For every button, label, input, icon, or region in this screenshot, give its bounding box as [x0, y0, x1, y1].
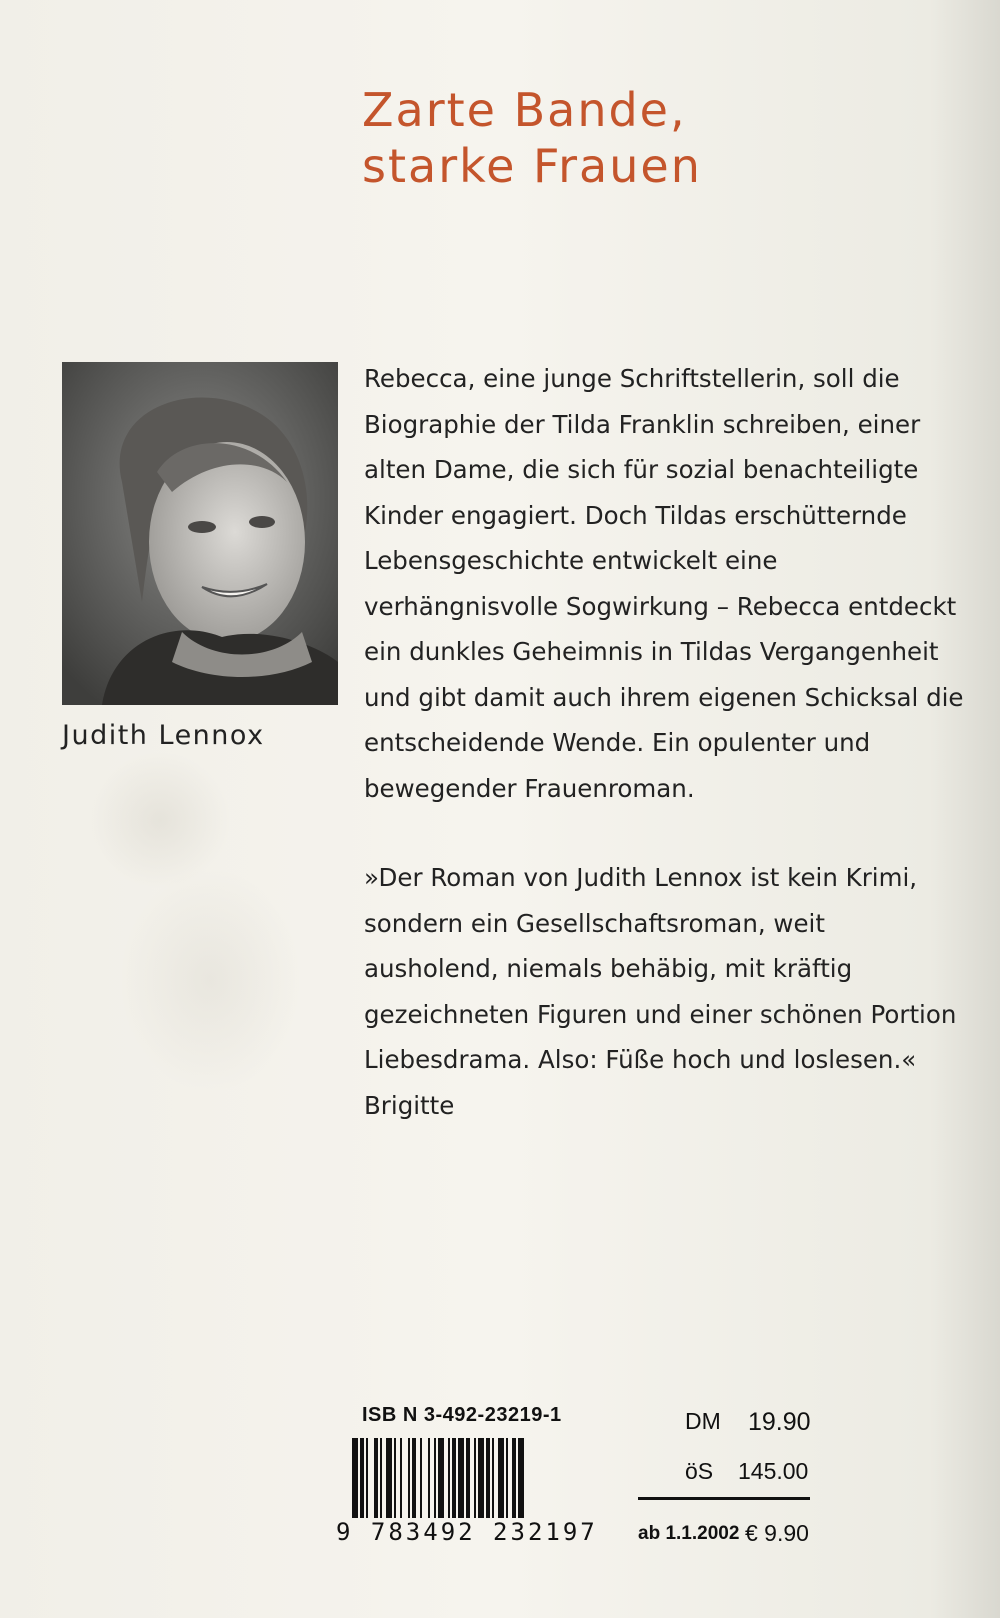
price-euro-value: € 9.90 — [745, 1520, 809, 1546]
headline-line-2: starke Frauen — [362, 139, 702, 193]
price-divider — [638, 1497, 810, 1500]
book-blurb: Rebecca, eine junge Schriftstellerin, soll die Biographie der Tilda Franklin schreiben, einer alten Dame, die sich für sozial benachteiligte Kinder engagiert. Doch Tildas erschütternde Lebensgeschichte entwickelt eine verhängnisvolle Sogwirkung – Rebecca entdeckt ein dunkles Geheimnis in Tildas Vergangenheit und gibt damit auch ihrem eigenen Schicksal die entscheidende Wende. Ein opulenter und bewegender Frauenroman. — [364, 364, 964, 803]
barcode — [350, 1438, 610, 1520]
price-os-value: 145.00 — [738, 1458, 809, 1484]
press-quote-text: »Der Roman von Judith Lennox ist kein Krimi, sondern ein Gesellschaftsroman, weit ausholend, niemals behäbig, mit kräftig gezeichneten Figuren und einer schönen Portion Liebesdrama. Also: Füße hoch und loslesen.« — [364, 863, 957, 1074]
barcode-digits: 9 783492 232197 — [336, 1518, 598, 1546]
price-os-label: öS — [685, 1458, 714, 1484]
headline-line-1: Zarte Bande, — [362, 83, 687, 137]
author-photo — [62, 362, 338, 705]
isbn-label: ISB N 3-492-23219-1 — [362, 1404, 562, 1426]
price-euro-label: ab 1.1.2002 — [638, 1523, 740, 1544]
author-photo-caption: Judith Lennox — [62, 720, 265, 751]
price-dm-value: 19.90 — [748, 1408, 811, 1436]
headline — [362, 82, 702, 194]
price-dm-label: DM — [685, 1408, 721, 1434]
press-quote-source: Brigitte — [364, 1090, 455, 1120]
press-quote — [364, 855, 964, 1128]
